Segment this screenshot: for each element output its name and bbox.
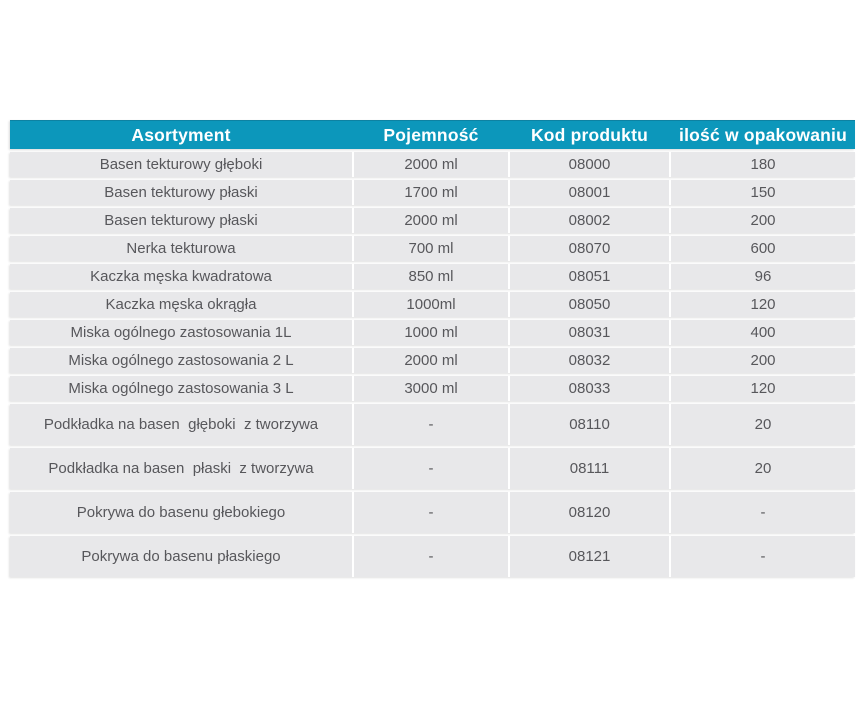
- cell-asortyment: Basen tekturowy płaski: [10, 208, 352, 233]
- table-row: [10, 376, 855, 401]
- table-row: [10, 348, 855, 373]
- cell-ilosc: 400: [671, 320, 855, 345]
- cell-ilosc: 96: [671, 264, 855, 289]
- cell-pojemnosc: -: [354, 404, 508, 445]
- cell-pojemnosc: 1700 ml: [354, 180, 508, 205]
- cell-asortyment: Basen tekturowy głęboki: [10, 152, 352, 177]
- header-kod-produktu: Kod produktu: [530, 124, 649, 145]
- cell-kod-produktu: 08120: [510, 492, 669, 533]
- cell-kod-produktu: 08110: [510, 404, 669, 445]
- cell-ilosc: 120: [671, 376, 855, 401]
- table-row: [10, 292, 855, 317]
- cell-ilosc: 180: [671, 152, 855, 177]
- table-body: [10, 152, 855, 577]
- header-asortyment: Asortyment: [131, 124, 231, 145]
- cell-kod-produktu: 08001: [510, 180, 669, 205]
- cell-pojemnosc: 850 ml: [354, 264, 508, 289]
- cell-ilosc: -: [671, 536, 855, 577]
- cell-ilosc: 600: [671, 236, 855, 261]
- cell-asortyment: Miska ogólnego zastosowania 3 L: [10, 376, 352, 401]
- cell-pojemnosc: 1000 ml: [354, 320, 508, 345]
- cell-pojemnosc: 2000 ml: [354, 348, 508, 373]
- table-row: [10, 264, 855, 289]
- cell-asortyment: Pokrywa do basenu płaskiego: [10, 536, 352, 577]
- table-row: [10, 236, 855, 261]
- cell-ilosc: 200: [671, 348, 855, 373]
- cell-pojemnosc: 3000 ml: [354, 376, 508, 401]
- cell-pojemnosc: 2000 ml: [354, 152, 508, 177]
- cell-kod-produktu: 08000: [510, 152, 669, 177]
- cell-asortyment: Kaczka męska kwadratowa: [10, 264, 352, 289]
- cell-asortyment: Kaczka męska okrągła: [10, 292, 352, 317]
- cell-kod-produktu: 08002: [510, 208, 669, 233]
- cell-pojemnosc: -: [354, 448, 508, 489]
- cell-asortyment: Basen tekturowy płaski: [10, 180, 352, 205]
- table-row: [10, 152, 855, 177]
- table-header-row: [10, 120, 855, 149]
- cell-pojemnosc: 1000ml: [354, 292, 508, 317]
- cell-asortyment: Podkładka na basen płaski z tworzywa: [10, 448, 352, 489]
- cell-asortyment: Miska ogólnego zastosowania 2 L: [10, 348, 352, 373]
- cell-kod-produktu: 08050: [510, 292, 669, 317]
- product-table: [10, 120, 855, 577]
- table-row: [10, 404, 855, 445]
- table-row: [10, 320, 855, 345]
- cell-kod-produktu: 08032: [510, 348, 669, 373]
- table-row: [10, 448, 855, 489]
- header-pojemnosc: Pojemność: [383, 124, 479, 145]
- cell-ilosc: -: [671, 492, 855, 533]
- table-row: [10, 208, 855, 233]
- cell-kod-produktu: 08121: [510, 536, 669, 577]
- cell-kod-produktu: 08051: [510, 264, 669, 289]
- cell-asortyment: Nerka tekturowa: [10, 236, 352, 261]
- cell-asortyment: Podkładka na basen głęboki z tworzywa: [10, 404, 352, 445]
- cell-pojemnosc: 2000 ml: [354, 208, 508, 233]
- cell-kod-produktu: 08111: [510, 448, 669, 489]
- cell-asortyment: Pokrywa do basenu głebokiego: [10, 492, 352, 533]
- table-row: [10, 180, 855, 205]
- cell-ilosc: 200: [671, 208, 855, 233]
- cell-pojemnosc: -: [354, 536, 508, 577]
- cell-pojemnosc: -: [354, 492, 508, 533]
- cell-ilosc: 20: [671, 448, 855, 489]
- cell-ilosc: 120: [671, 292, 855, 317]
- cell-kod-produktu: 08031: [510, 320, 669, 345]
- cell-asortyment: Miska ogólnego zastosowania 1L: [10, 320, 352, 345]
- cell-kod-produktu: 08070: [510, 236, 669, 261]
- table-row: [10, 536, 855, 577]
- cell-ilosc: 20: [671, 404, 855, 445]
- header-ilosc-w-opakowaniu: ilość w opakowaniu: [679, 124, 847, 145]
- cell-kod-produktu: 08033: [510, 376, 669, 401]
- table-row: [10, 492, 855, 533]
- cell-pojemnosc: 700 ml: [354, 236, 508, 261]
- cell-ilosc: 150: [671, 180, 855, 205]
